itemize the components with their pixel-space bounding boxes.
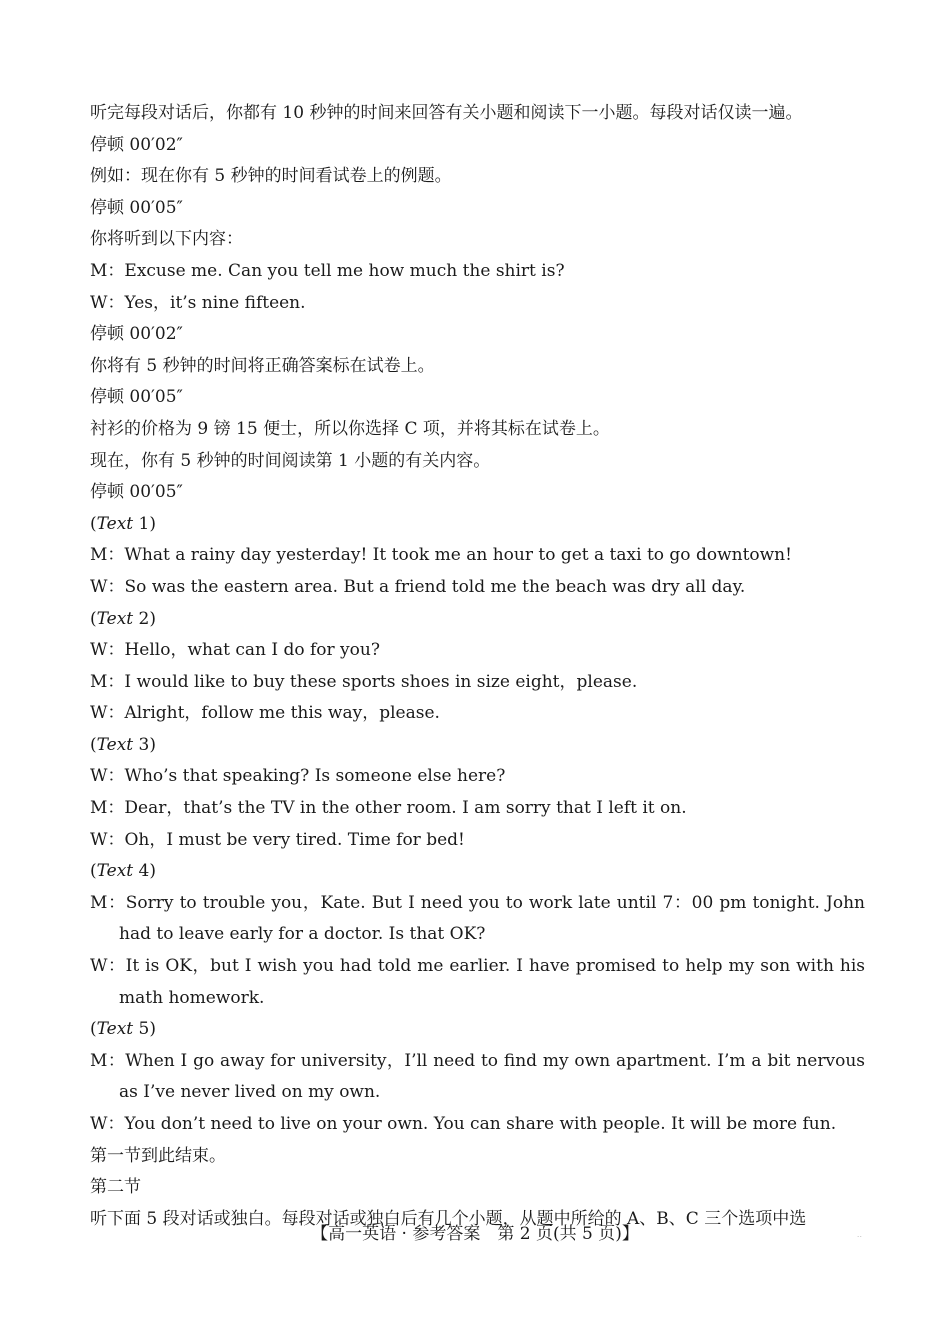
section-heading: 第二节 [90, 1177, 141, 1198]
dialogue-line: M：I would like to buy these sports shoes in size eight，please. [90, 671, 638, 692]
example-intro: 例如：现在你有 5 秒钟的时间看试卷上的例题。 [90, 166, 452, 187]
pause-marker: 停顿 00′05″ [90, 197, 183, 218]
dialogue-line: W：It is OK，but I wish you had told me earlier. I have promised to help my son with his math homework. [90, 956, 865, 1008]
text-label: (Text 5) [90, 1019, 157, 1040]
text-label-word: Text [96, 861, 134, 882]
will-hear-label: 你将听到以下内容： [90, 229, 243, 250]
document-body [90, 98, 865, 1235]
pause-marker: 停顿 00′05″ [90, 482, 183, 503]
text-label: (Text 2) [90, 608, 157, 629]
mark-answer-instruction: 你将有 5 秒钟的时间将正确答案标在试卷上。 [90, 355, 435, 376]
dialogue-line: M：What a rainy day yesterday! It took me an hour to get a taxi to go downtown! [90, 545, 792, 566]
text-label-number: 3 [138, 734, 150, 755]
dialogue-line: M：When I go away for university，I’ll need to find my own apartment. I’m a bit nervous as I’ve never lived on my own. [90, 1050, 865, 1103]
text-label-number: 1 [138, 513, 150, 534]
dialogue-line: W：Hello，what can I do for you? [90, 640, 380, 661]
text-label-number: 4 [138, 861, 150, 882]
text-label-word: Text [96, 513, 134, 534]
pause-marker: 停顿 00′02″ [90, 324, 183, 345]
example-dialogue-line: M：Excuse me. Can you tell me how much the shirt is? [90, 260, 565, 281]
dialogue-line: W：Oh，I must be very tired. Time for bed! [90, 829, 465, 850]
dialogue-line: W：You don’t need to live on your own. You can share with people. It will be more fun. [90, 1114, 837, 1134]
text-label: (Text 1) [90, 513, 157, 534]
section-end: 第一节到此结束。 [90, 1145, 226, 1166]
text-label: (Text 3) [90, 734, 157, 755]
dialogue-line: M：Sorry to trouble you，Kate. But I need you to work late until 7：00 pm tonight. John had to leave early for a doctor. Is that OK? [90, 892, 865, 945]
example-dialogue-line: W：Yes，it’s nine fifteen. [90, 292, 306, 313]
text-label: (Text 4) [90, 861, 157, 882]
page-footer: 【高一英语 · 参考答案 第 2 页(共 5 页)】 [311, 1224, 639, 1244]
dialogue-line: W：So was the eastern area. But a friend told me the beach was dry all day. [90, 576, 746, 597]
example-explanation: 衬衫的价格为 9 镑 15 便士，所以你选择 C 项，并将其标在试卷上。 [90, 418, 610, 439]
dialogue-line: W：Who’s that speaking? Is someone else here? [90, 766, 506, 787]
listening-instruction: 听完每段对话后，你都有 10 秒钟的时间来回答有关小题和阅读下一小题。每段对话仅读一遍。 [90, 103, 803, 123]
text-label-number: 5 [138, 1019, 150, 1040]
dialogue-line: M：Dear，that’s the TV in the other room. I am sorry that I left it on. [90, 798, 687, 819]
pause-marker: 停顿 00′05″ [90, 387, 183, 408]
text-label-number: 2 [138, 608, 150, 629]
text-label-word: Text [96, 1019, 134, 1040]
scan-mark: .. [856, 1230, 862, 1239]
read-first-instruction: 现在，你有 5 秒钟的时间阅读第 1 小题的有关内容。 [90, 450, 491, 471]
section-instruction: 听下面 5 段对话或独白。每段对话或独白后有几个小题，从题中所给的 A、B、C 三个选项中选 [90, 1208, 807, 1229]
text-label-word: Text [96, 734, 134, 755]
pause-marker: 停顿 00′02″ [90, 134, 183, 155]
text-label-word: Text [96, 608, 134, 629]
dialogue-line: W：Alright，follow me this way，please. [90, 703, 440, 724]
